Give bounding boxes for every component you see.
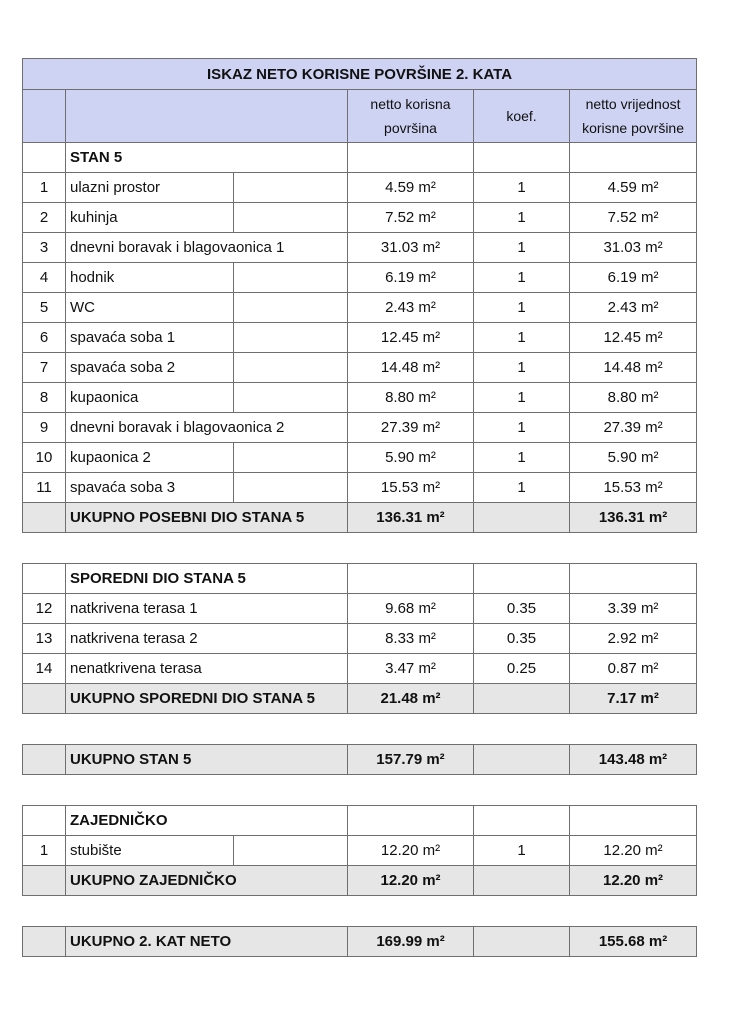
row-name: natkrivena terasa 1 [66, 594, 348, 624]
table-row [23, 594, 697, 624]
row-number: 9 [23, 413, 66, 443]
row-blank [234, 353, 348, 383]
table-title: ISKAZ NETO KORISNE POVRŠINE 2. KATA [23, 59, 697, 90]
row-blank [234, 293, 348, 323]
row-coef: 0.35 [474, 624, 570, 654]
row-number: 6 [23, 323, 66, 353]
section-row [23, 806, 697, 836]
table-row [23, 383, 697, 413]
row-value: 2.43 m² [570, 293, 697, 323]
total-row [23, 503, 697, 533]
row-number: 11 [23, 473, 66, 503]
row-value: 31.03 m² [570, 233, 697, 263]
row-value: 15.53 m² [570, 473, 697, 503]
row-name: spavaća soba 3 [66, 473, 234, 503]
stan-rows [23, 173, 697, 503]
header-area-line2: površina [384, 120, 437, 136]
table-row [23, 323, 697, 353]
section-value [570, 806, 697, 836]
table-title-row [23, 59, 697, 90]
row-number: 10 [23, 443, 66, 473]
total-area: 21.48 m² [348, 684, 474, 714]
row-coef: 1 [474, 383, 570, 413]
row-area: 31.03 m² [348, 233, 474, 263]
table-row [23, 173, 697, 203]
header-row [23, 90, 697, 143]
total-no [23, 866, 66, 896]
row-coef: 1 [474, 353, 570, 383]
area-table-sheet [22, 58, 696, 957]
total-row [23, 745, 697, 775]
row-blank [234, 473, 348, 503]
total-area: 169.99 m² [348, 927, 474, 957]
section-label: ZAJEDNIČKO [66, 806, 348, 836]
row-name: ulazni prostor [66, 173, 234, 203]
spacer [22, 533, 696, 563]
section-area [348, 143, 474, 173]
section-coef [474, 143, 570, 173]
table-row [23, 443, 697, 473]
row-coef: 0.25 [474, 654, 570, 684]
zajednicko-table [22, 805, 697, 896]
row-coef: 1 [474, 473, 570, 503]
row-coef: 1 [474, 233, 570, 263]
section-label: STAN 5 [66, 143, 348, 173]
spacer [22, 775, 696, 805]
section-no [23, 806, 66, 836]
row-name: natkrivena terasa 2 [66, 624, 348, 654]
row-number: 7 [23, 353, 66, 383]
spacer [22, 896, 696, 926]
total-value: 7.17 m² [570, 684, 697, 714]
row-blank [234, 836, 348, 866]
total-label: UKUPNO POSEBNI DIO STANA 5 [66, 503, 348, 533]
row-coef: 1 [474, 836, 570, 866]
row-blank [234, 263, 348, 293]
total-coef [474, 745, 570, 775]
total-value: 12.20 m² [570, 866, 697, 896]
row-value: 0.87 m² [570, 654, 697, 684]
row-area: 3.47 m² [348, 654, 474, 684]
row-area: 9.68 m² [348, 594, 474, 624]
total-area: 157.79 m² [348, 745, 474, 775]
header-no [23, 90, 66, 143]
table-row [23, 654, 697, 684]
total-value: 136.31 m² [570, 503, 697, 533]
row-number: 14 [23, 654, 66, 684]
row-value: 27.39 m² [570, 413, 697, 443]
row-value: 7.52 m² [570, 203, 697, 233]
ukupno-kat-table [22, 926, 697, 957]
row-value: 12.20 m² [570, 836, 697, 866]
row-name: hodnik [66, 263, 234, 293]
row-coef: 1 [474, 203, 570, 233]
row-coef: 1 [474, 293, 570, 323]
header-value-line2: korisne površine [582, 120, 684, 136]
section-value [570, 143, 697, 173]
row-number: 1 [23, 173, 66, 203]
section-row [23, 143, 697, 173]
total-row [23, 866, 697, 896]
total-no [23, 503, 66, 533]
stan-table [22, 58, 697, 533]
row-area: 14.48 m² [348, 353, 474, 383]
header-value-line1: netto vrijednost [585, 96, 681, 112]
total-coef [474, 927, 570, 957]
total-area: 12.20 m² [348, 866, 474, 896]
row-name: dnevni boravak i blagovaonica 1 [66, 233, 348, 263]
table-row [23, 203, 697, 233]
section-coef [474, 564, 570, 594]
row-name: stubište [66, 836, 234, 866]
row-name: kuhinja [66, 203, 234, 233]
table-row [23, 836, 697, 866]
row-area: 12.20 m² [348, 836, 474, 866]
row-coef: 1 [474, 173, 570, 203]
total-coef [474, 503, 570, 533]
row-number: 4 [23, 263, 66, 293]
row-number: 2 [23, 203, 66, 233]
row-coef: 1 [474, 323, 570, 353]
total-no [23, 684, 66, 714]
total-area: 136.31 m² [348, 503, 474, 533]
sporedni-table [22, 563, 697, 714]
row-number: 3 [23, 233, 66, 263]
total-label: UKUPNO 2. KAT NETO [66, 927, 348, 957]
header-name [66, 90, 348, 143]
row-coef: 1 [474, 443, 570, 473]
section-row [23, 564, 697, 594]
total-label: UKUPNO ZAJEDNIČKO [66, 866, 348, 896]
table-row [23, 353, 697, 383]
row-value: 14.48 m² [570, 353, 697, 383]
row-value: 2.92 m² [570, 624, 697, 654]
section-area [348, 806, 474, 836]
row-area: 6.19 m² [348, 263, 474, 293]
header-area-line1: netto korisna [370, 96, 451, 112]
total-no [23, 927, 66, 957]
row-value: 6.19 m² [570, 263, 697, 293]
row-area: 2.43 m² [348, 293, 474, 323]
row-value: 3.39 m² [570, 594, 697, 624]
row-name: dnevni boravak i blagovaonica 2 [66, 413, 348, 443]
total-coef [474, 684, 570, 714]
row-area: 4.59 m² [348, 173, 474, 203]
row-area: 7.52 m² [348, 203, 474, 233]
zajednicko-rows [23, 836, 697, 866]
spacer [22, 714, 696, 744]
table-row [23, 624, 697, 654]
row-value: 8.80 m² [570, 383, 697, 413]
table-row [23, 413, 697, 443]
row-number: 8 [23, 383, 66, 413]
table-row [23, 293, 697, 323]
row-blank [234, 173, 348, 203]
total-value: 155.68 m² [570, 927, 697, 957]
row-number: 5 [23, 293, 66, 323]
row-area: 8.80 m² [348, 383, 474, 413]
section-area [348, 564, 474, 594]
table-row [23, 263, 697, 293]
section-no [23, 143, 66, 173]
table-row [23, 473, 697, 503]
row-number: 13 [23, 624, 66, 654]
row-name: nenatkrivena terasa [66, 654, 348, 684]
total-coef [474, 866, 570, 896]
row-value: 5.90 m² [570, 443, 697, 473]
section-no [23, 564, 66, 594]
row-blank [234, 323, 348, 353]
table-row [23, 233, 697, 263]
row-value: 4.59 m² [570, 173, 697, 203]
total-value: 143.48 m² [570, 745, 697, 775]
row-blank [234, 383, 348, 413]
row-area: 5.90 m² [348, 443, 474, 473]
total-no [23, 745, 66, 775]
row-area: 15.53 m² [348, 473, 474, 503]
row-name: WC [66, 293, 234, 323]
row-coef: 0.35 [474, 594, 570, 624]
section-value [570, 564, 697, 594]
row-name: kupaonica 2 [66, 443, 234, 473]
row-number: 1 [23, 836, 66, 866]
row-name: spavaća soba 2 [66, 353, 234, 383]
row-area: 12.45 m² [348, 323, 474, 353]
header-coef: koef. [474, 90, 570, 143]
row-area: 8.33 m² [348, 624, 474, 654]
header-area [348, 90, 474, 143]
section-coef [474, 806, 570, 836]
ukupno-stan-table [22, 744, 697, 775]
header-value [570, 90, 697, 143]
total-row [23, 684, 697, 714]
row-name: kupaonica [66, 383, 234, 413]
total-row [23, 927, 697, 957]
row-coef: 1 [474, 413, 570, 443]
total-label: UKUPNO STAN 5 [66, 745, 348, 775]
row-area: 27.39 m² [348, 413, 474, 443]
sporedni-rows [23, 594, 697, 684]
row-blank [234, 203, 348, 233]
row-name: spavaća soba 1 [66, 323, 234, 353]
total-label: UKUPNO SPOREDNI DIO STANA 5 [66, 684, 348, 714]
row-value: 12.45 m² [570, 323, 697, 353]
row-coef: 1 [474, 263, 570, 293]
row-blank [234, 443, 348, 473]
row-number: 12 [23, 594, 66, 624]
section-label: SPOREDNI DIO STANA 5 [66, 564, 348, 594]
